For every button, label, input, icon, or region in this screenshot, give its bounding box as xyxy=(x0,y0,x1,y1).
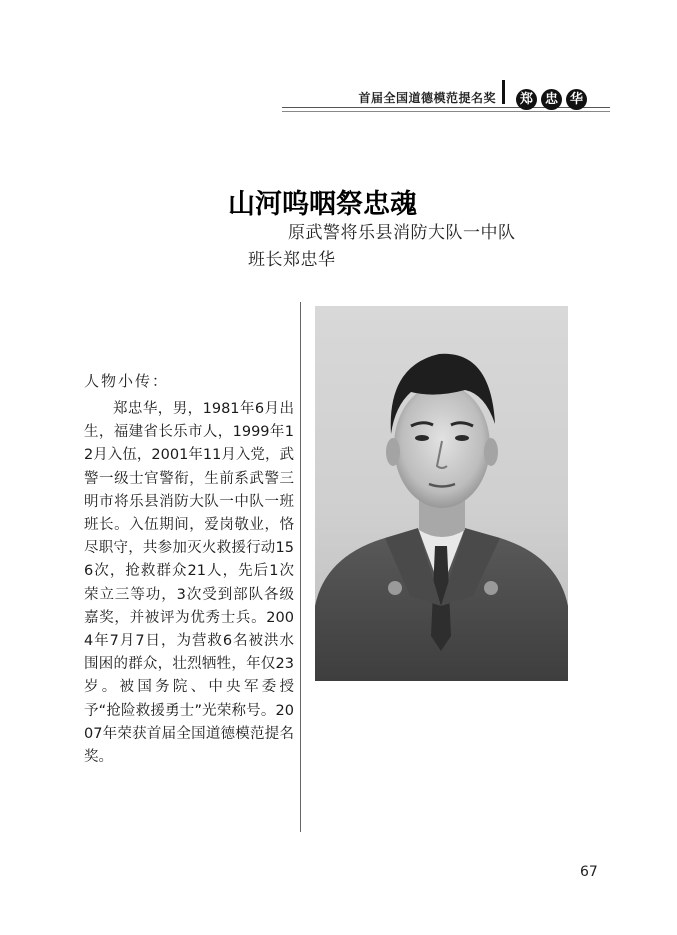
article-subtitle-line2: 班长郑忠华 xyxy=(248,250,336,270)
name-badge-1: 郑 xyxy=(516,89,537,110)
section-label: 首届全国道德模范提名奖 xyxy=(358,91,496,105)
profile-heading: 人物小传： xyxy=(84,372,170,390)
header-rule-secondary xyxy=(282,111,610,112)
name-badge-2: 忠 xyxy=(541,89,562,110)
page-number: 67 xyxy=(580,864,598,880)
profile-bio: 郑忠华，男，1981年6月出生，福建省长乐市人，1999年12月入伍，2001年11月入党，武警一级士官警衔，生前系武警三明市将乐县消防大队一中队一班班长。入伍期间，爱岗敬业，恪尽职守，共参加灭火救援行动156次，抢救群众21人，先后1次荣立三等功，3次受到部队各级嘉奖，并被评为优秀士兵。2004年7月7日，为营救6名被洪水围困的群众，壮烈牺牲，年仅23岁。被国务院、中央军委授予“抢险救援勇士”光荣称号。2007年荣获首届全国道德模范提名奖。 xyxy=(84,401,294,766)
name-badge-3: 华 xyxy=(566,89,587,110)
article-title: 山河呜咽祭忠魂 xyxy=(228,189,417,220)
article-subtitle-line1: 原武警将乐县消防大队一中队 xyxy=(288,223,516,243)
portrait-illustration xyxy=(315,306,568,681)
column-divider xyxy=(300,302,301,832)
header-divider-bar xyxy=(502,80,505,104)
portrait-photo xyxy=(315,306,568,681)
name-badges xyxy=(516,89,587,110)
